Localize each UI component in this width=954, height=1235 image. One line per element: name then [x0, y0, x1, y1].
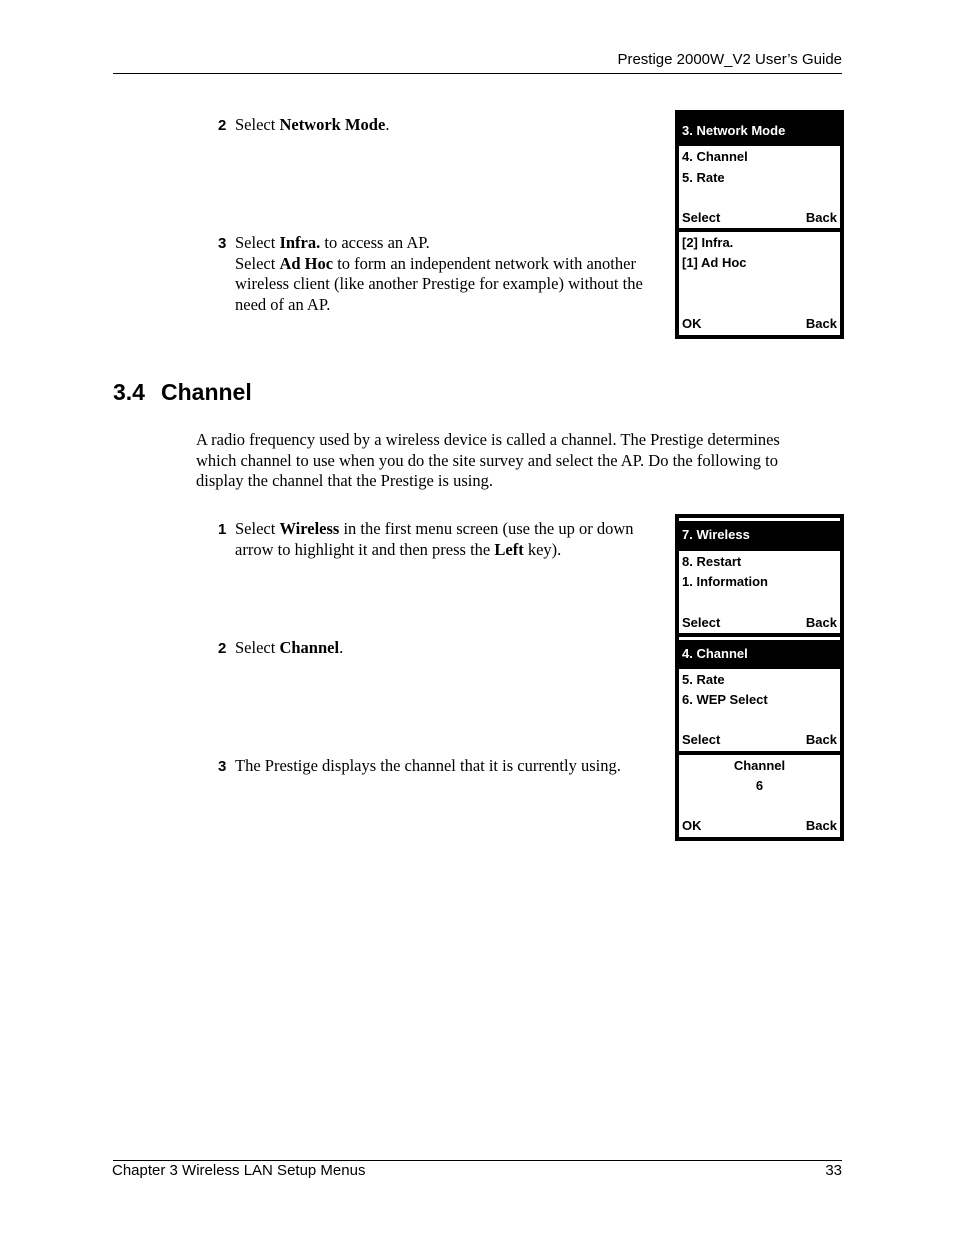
intro-paragraph: A radio frequency used by a wireless device is called a channel. The Prestige determines which channel to use when you do the site survey and select the AP. Do the following to display the channel that the Prestige is using. — [196, 430, 780, 490]
menu-item-label: 5. Rate — [682, 170, 725, 185]
menu-item-label: [1] Ad Hoc — [682, 255, 747, 270]
step-text: The Prestige displays the channel that it is currently using. — [235, 756, 621, 775]
screen-body — [679, 232, 840, 335]
channel-label: Channel — [733, 758, 786, 773]
menu-item-label: 8. Restart — [682, 554, 742, 569]
running-header: Prestige 2000W_V2 User’s Guide — [617, 51, 842, 68]
step-number: 3 — [218, 235, 227, 252]
softkey-back: Back — [805, 316, 837, 331]
softkey-select: Select — [682, 615, 721, 630]
menu-item-label: 5. Rate — [682, 672, 725, 687]
section-title: Channel — [161, 379, 252, 405]
menu-item-label: 4. Channel — [682, 646, 748, 661]
highlighted-menu-item — [679, 640, 840, 669]
softkey-select: Select — [682, 732, 721, 747]
device-screen-stack — [675, 110, 844, 339]
step-text: Select Wireless in the first menu screen (use the up or down arrow to highlight it and then press the Left key). — [235, 519, 634, 559]
softkey-ok: OK — [682, 818, 702, 833]
header-rule — [113, 73, 842, 74]
screen-body — [679, 669, 840, 751]
footer-rule — [113, 1160, 842, 1161]
highlighted-menu-item — [679, 521, 840, 551]
section-heading — [113, 379, 252, 406]
softkey-back: Back — [805, 615, 837, 630]
softkey-ok: OK — [682, 316, 702, 331]
screen-body — [679, 551, 840, 633]
screen-body — [679, 755, 840, 837]
step-text: Select Channel. — [235, 638, 344, 657]
softkey-back: Back — [805, 732, 837, 747]
menu-item-label: 6. WEP Select — [682, 692, 768, 707]
menu-item-label: 7. Wireless — [682, 527, 750, 542]
softkey-back: Back — [805, 210, 837, 225]
step-text: Select Infra. to access an AP. Select Ad Hoc to form an independent network with another wireless client (like another Prestige for example) without the need of an AP. — [235, 233, 643, 314]
highlighted-menu-item — [679, 116, 840, 146]
menu-item-label: 1. Information — [682, 574, 768, 589]
menu-item-label: 4. Channel — [682, 149, 748, 164]
softkey-select: Select — [682, 210, 721, 225]
footer-chapter: Chapter 3 Wireless LAN Setup Menus — [112, 1162, 366, 1179]
menu-item-label: [2] Infra. — [682, 235, 734, 250]
screen-body — [679, 146, 840, 228]
softkey-back: Back — [805, 818, 837, 833]
step-number: 2 — [218, 640, 227, 657]
page-number: 33 — [825, 1162, 842, 1179]
channel-value: 6 — [755, 778, 764, 793]
step-text: Select Network Mode. — [235, 115, 390, 134]
step-number: 3 — [218, 758, 227, 775]
step-number: 1 — [218, 521, 227, 538]
menu-item-label: 3. Network Mode — [682, 123, 786, 138]
section-number: 3.4 — [113, 379, 145, 405]
device-screen-stack — [675, 514, 844, 841]
step-number: 2 — [218, 117, 227, 134]
